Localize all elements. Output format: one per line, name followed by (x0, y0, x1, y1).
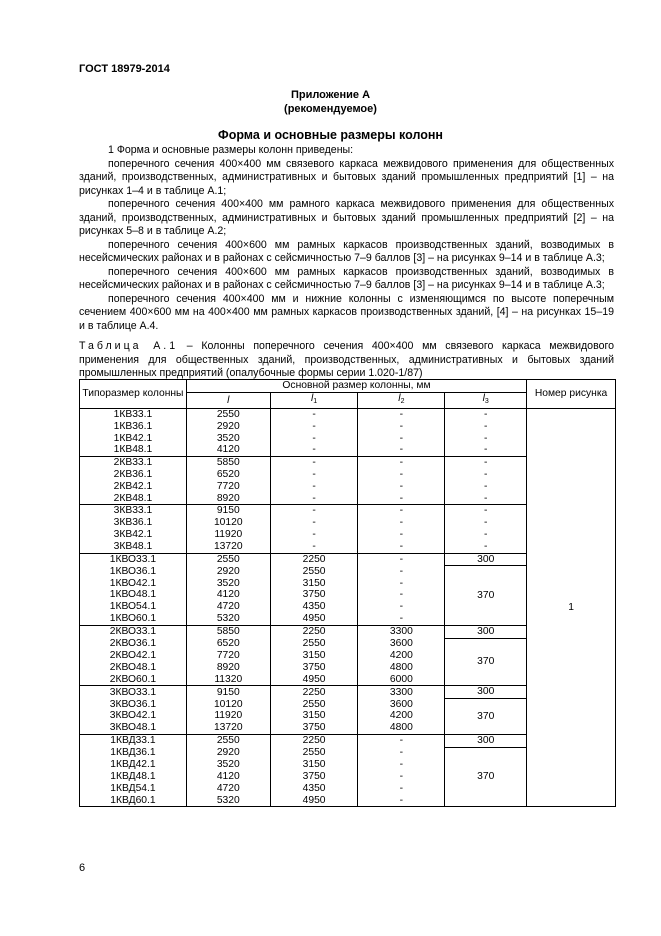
cell-l3: - (445, 493, 527, 505)
cell-type: 2КВ48.1 (80, 493, 187, 505)
cell-l1: - (270, 457, 358, 469)
cell-type: 2КВО60.1 (80, 674, 187, 686)
cell-type: 2КВ33.1 (80, 457, 187, 469)
cell-l3: - (445, 433, 527, 445)
cell-l1: 4950 (270, 795, 358, 807)
header-figure: Номер рисунка (527, 380, 616, 409)
cell-type: 2КВО33.1 (80, 625, 187, 638)
cell-l2: 3300 (358, 625, 445, 638)
cell-l: 4720 (186, 783, 270, 795)
cell-l: 13720 (186, 722, 270, 734)
cell-l: 7720 (186, 650, 270, 662)
cell-l3: 370 (445, 747, 527, 806)
cell-l1: - (270, 517, 358, 529)
cell-l2: - (358, 601, 445, 613)
cell-l3: 300 (445, 735, 527, 748)
table-row (80, 409, 616, 421)
cell-l: 10120 (186, 517, 270, 529)
cell-type: 1КВО36.1 (80, 566, 187, 578)
cell-l2: - (358, 589, 445, 601)
header-l2: $l_2$ (358, 393, 445, 409)
cell-l: 13720 (186, 541, 270, 553)
cell-type: 3КВО48.1 (80, 722, 187, 734)
cell-l3: 370 (445, 699, 527, 735)
cell-l1: 3750 (270, 771, 358, 783)
cell-l1: 3150 (270, 710, 358, 722)
cell-l3: 300 (445, 553, 527, 566)
cell-type: 3КВО42.1 (80, 710, 187, 722)
cell-l2: - (358, 613, 445, 625)
cell-figure-number: 1 (527, 409, 616, 807)
cell-l: 2920 (186, 747, 270, 759)
cell-l1: 3150 (270, 578, 358, 590)
cell-type: 1КВО42.1 (80, 578, 187, 590)
cell-l3: - (445, 469, 527, 481)
cell-l3: - (445, 421, 527, 433)
cell-type: 2КВО36.1 (80, 638, 187, 650)
cell-l3: - (445, 541, 527, 553)
cell-l1: - (270, 444, 358, 456)
cell-type: 2КВ42.1 (80, 481, 187, 493)
cell-l: 2920 (186, 421, 270, 433)
table-body (80, 409, 616, 807)
cell-l2: - (358, 469, 445, 481)
cell-l3: - (445, 481, 527, 493)
cell-l: 11920 (186, 710, 270, 722)
body-text (79, 144, 614, 333)
cell-l1: 2250 (270, 686, 358, 699)
cell-l1: 3750 (270, 589, 358, 601)
cell-l1: 3750 (270, 722, 358, 734)
paragraph: поперечного сечения 400×400 мм связевого каркаса межвидового применения для общественных зданий, производственных, административных и бытовых зданий промышленных предприятий [1] – на рисунках 1–4 и в таблице А.1; (79, 157, 614, 197)
cell-l1: 2250 (270, 625, 358, 638)
cell-l2: - (358, 421, 445, 433)
section-title: Форма и основные размеры колонн (218, 128, 443, 142)
cell-type: 3КВ33.1 (80, 505, 187, 517)
cell-l2: - (358, 759, 445, 771)
cell-l1: 2250 (270, 735, 358, 748)
page-number: 6 (79, 862, 86, 874)
cell-l1: 3750 (270, 662, 358, 674)
cell-l2: - (358, 517, 445, 529)
cell-type: 1КВО60.1 (80, 613, 187, 625)
cell-l1: - (270, 421, 358, 433)
cell-l3: - (445, 444, 527, 456)
cell-type: 3КВО36.1 (80, 699, 187, 711)
cell-l2: - (358, 444, 445, 456)
cell-type: 1КВД42.1 (80, 759, 187, 771)
cell-l2: 4200 (358, 650, 445, 662)
cell-l1: - (270, 505, 358, 517)
cell-l1: - (270, 433, 358, 445)
cell-l2: - (358, 578, 445, 590)
cell-l2: - (358, 433, 445, 445)
header-main-size: Основной размер колонны, мм (186, 380, 526, 393)
cell-l1: 4950 (270, 613, 358, 625)
cell-type: 1КВ42.1 (80, 433, 187, 445)
cell-l: 8920 (186, 662, 270, 674)
cell-l3: - (445, 517, 527, 529)
cell-l1: 2550 (270, 638, 358, 650)
cell-l2: 4200 (358, 710, 445, 722)
cell-l2: 3600 (358, 638, 445, 650)
cell-l2: - (358, 481, 445, 493)
cell-l: 7720 (186, 481, 270, 493)
cell-l1: 4350 (270, 601, 358, 613)
cell-l: 5850 (186, 625, 270, 638)
cell-l2: - (358, 566, 445, 578)
cell-l: 10120 (186, 699, 270, 711)
cell-l2: - (358, 493, 445, 505)
cell-l1: - (270, 469, 358, 481)
header-l: l (186, 393, 270, 409)
cell-l: 3520 (186, 433, 270, 445)
cell-l: 11320 (186, 674, 270, 686)
cell-l: 9150 (186, 686, 270, 699)
cell-l1: 2550 (270, 747, 358, 759)
cell-type: 1КВД60.1 (80, 795, 187, 807)
cell-type: 1КВД33.1 (80, 735, 187, 748)
cell-type: 3КВ48.1 (80, 541, 187, 553)
header-type: Типоразмер колонны (80, 380, 187, 409)
cell-l1: - (270, 493, 358, 505)
cell-type: 3КВ42.1 (80, 529, 187, 541)
cell-type: 2КВО42.1 (80, 650, 187, 662)
cell-l: 4720 (186, 601, 270, 613)
cell-l: 9150 (186, 505, 270, 517)
cell-l: 6520 (186, 469, 270, 481)
cell-l: 4120 (186, 444, 270, 456)
cell-type: 2КВ36.1 (80, 469, 187, 481)
paragraph: 1 Форма и основные размеры колонн приведены: (108, 144, 354, 156)
paragraph: поперечного сечения 400×400 мм и нижние колонны с изменяющимся по высоте поперечным сечением 400×600 мм на 400×400 мм рамных каркасов производственных зданий, [4] – на рисунках 15–19 и в таблице А.4. (79, 292, 614, 332)
cell-l1: 4350 (270, 783, 358, 795)
cell-l2: - (358, 747, 445, 759)
cell-type: 1КВД54.1 (80, 783, 187, 795)
cell-l2: - (358, 409, 445, 421)
cell-l2: - (358, 783, 445, 795)
cell-type: 1КВО54.1 (80, 601, 187, 613)
columns-table (79, 379, 616, 807)
cell-l1: - (270, 529, 358, 541)
cell-l3: 370 (445, 566, 527, 625)
cell-l3: 300 (445, 625, 527, 638)
cell-l: 3520 (186, 759, 270, 771)
cell-l: 5850 (186, 457, 270, 469)
document-header: ГОСТ 18979-2014 (79, 63, 170, 75)
cell-l2: - (358, 457, 445, 469)
table-caption-text: – Колонны поперечного сечения 400×400 мм связевого каркаса межвидового применения для общественных зданий, производственных, административных и бытовых зданий промышленных предприятий (опалубочные формы серии 1.020-1/87) (79, 340, 614, 379)
cell-type: 1КВО33.1 (80, 553, 187, 566)
cell-l1: 2250 (270, 553, 358, 566)
table-caption (79, 340, 614, 381)
cell-l3: - (445, 457, 527, 469)
cell-l3: - (445, 505, 527, 517)
cell-type: 1КВД36.1 (80, 747, 187, 759)
cell-l1: - (270, 409, 358, 421)
cell-type: 1КВО48.1 (80, 589, 187, 601)
cell-l2: - (358, 541, 445, 553)
cell-l1: 3150 (270, 650, 358, 662)
cell-l2: - (358, 735, 445, 748)
appendix-subtitle: (рекомендуемое) (284, 103, 377, 115)
cell-type: 3КВ36.1 (80, 517, 187, 529)
cell-l1: 2550 (270, 699, 358, 711)
paragraph: поперечного сечения 400×600 мм рамных каркасов производственных зданий, возводимых в несейсмических районах и в районах с сейсмичностью 7–9 баллов [3] – на рисунках 9–14 и в таблице А.3; (79, 265, 614, 291)
cell-l: 8920 (186, 493, 270, 505)
cell-l3: 300 (445, 686, 527, 699)
cell-l1: 3150 (270, 759, 358, 771)
cell-l1: - (270, 541, 358, 553)
paragraph: поперечного сечения 400×400 мм рамного каркаса межвидового применения для общественных зданий, производственных, административных и бытовых зданий промышленных предприятий [2] – на рисунках 5–8 и в таблице А.2; (79, 198, 614, 237)
cell-l2: - (358, 529, 445, 541)
cell-l1: 2550 (270, 566, 358, 578)
cell-l2: - (358, 771, 445, 783)
cell-l2: - (358, 795, 445, 807)
cell-l: 4120 (186, 771, 270, 783)
cell-l: 11920 (186, 529, 270, 541)
cell-l: 4120 (186, 589, 270, 601)
cell-l3: - (445, 529, 527, 541)
cell-l2: - (358, 505, 445, 517)
header-l3: $l_3$ (445, 393, 527, 409)
cell-l: 3520 (186, 578, 270, 590)
cell-l3: 370 (445, 638, 527, 686)
header-l1: $l_1$ (270, 393, 358, 409)
cell-type: 1КВ33.1 (80, 409, 187, 421)
cell-l: 2550 (186, 735, 270, 748)
cell-l2: 3600 (358, 699, 445, 711)
cell-l2: 3300 (358, 686, 445, 699)
appendix-title: Приложение А (290, 89, 371, 101)
cell-l: 6520 (186, 638, 270, 650)
cell-l: 2550 (186, 409, 270, 421)
cell-type: 3КВО33.1 (80, 686, 187, 699)
cell-l2: - (358, 553, 445, 566)
cell-l3: - (445, 409, 527, 421)
cell-l2: 4800 (358, 722, 445, 734)
cell-type: 1КВД48.1 (80, 771, 187, 783)
cell-type: 1КВ48.1 (80, 444, 187, 456)
cell-l: 2550 (186, 553, 270, 566)
cell-l1: 4950 (270, 674, 358, 686)
cell-l2: 6000 (358, 674, 445, 686)
cell-l: 2920 (186, 566, 270, 578)
cell-l1: - (270, 481, 358, 493)
paragraph: поперечного сечения 400×600 мм рамных каркасов производственных зданий, возводимых в несейсмических районах и в районах с сейсмичностью 7–9 баллов [3] – на рисунках 9–14 и в таблице А.3; (79, 238, 614, 264)
cell-type: 1КВ36.1 (80, 421, 187, 433)
cell-l: 5320 (186, 795, 270, 807)
table-label: Таблица А.1 (79, 340, 179, 352)
cell-type: 2КВО48.1 (80, 662, 187, 674)
cell-l2: 4800 (358, 662, 445, 674)
cell-l: 5320 (186, 613, 270, 625)
